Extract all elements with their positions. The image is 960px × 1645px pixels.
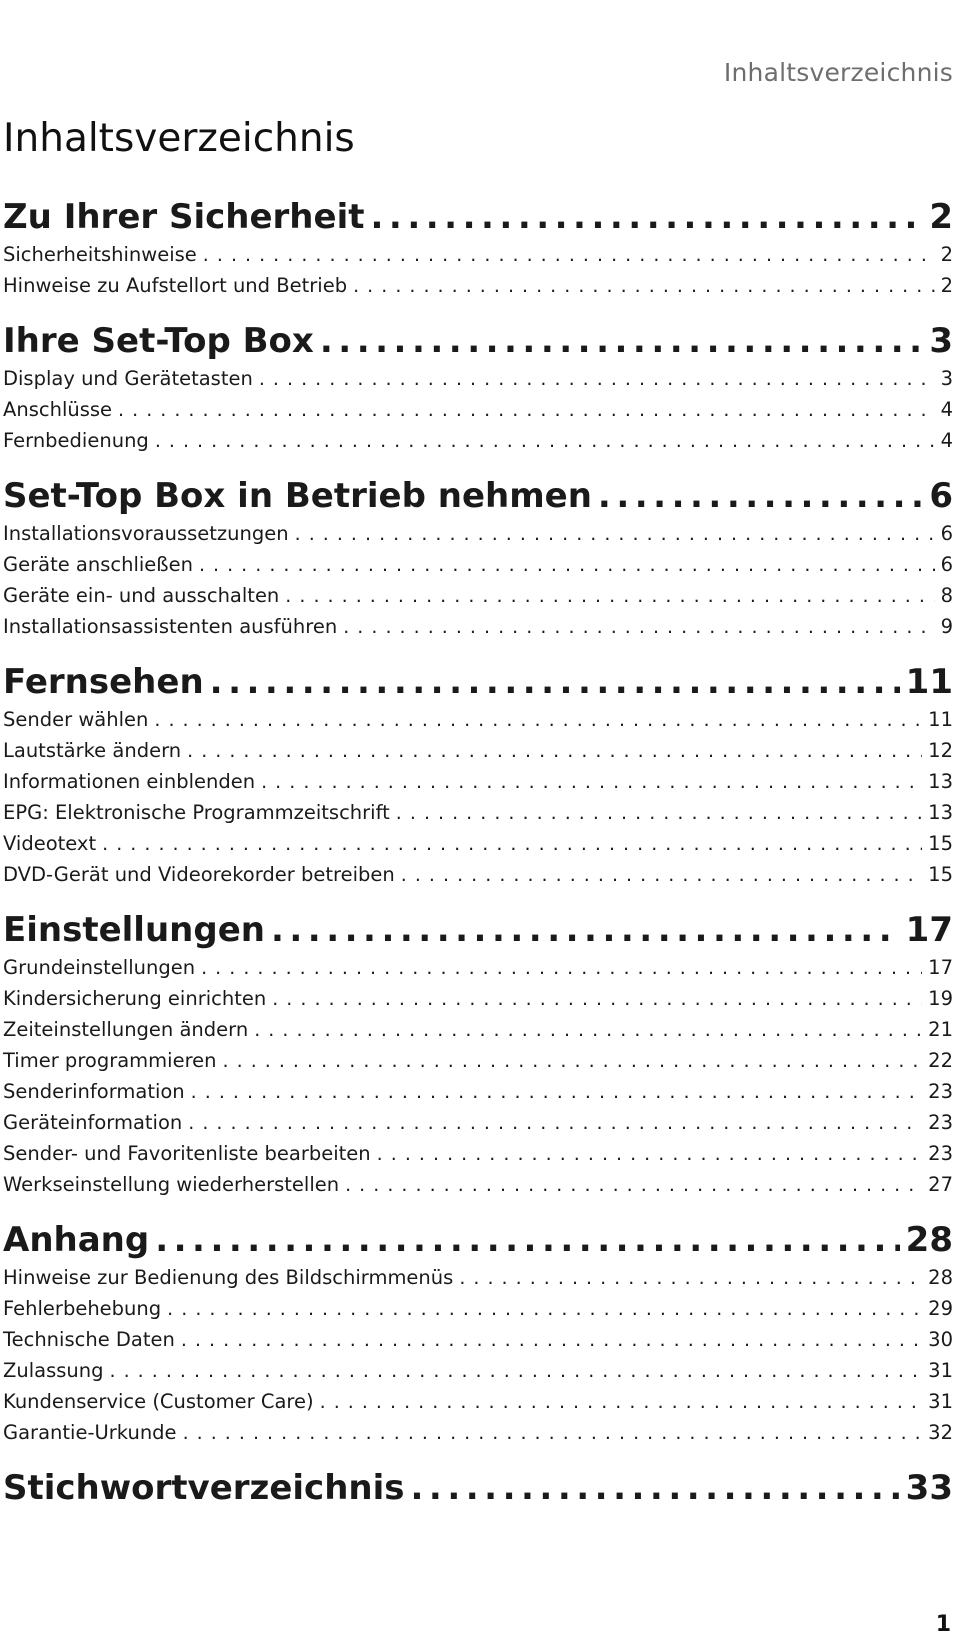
entry-page-number: 12 (928, 739, 953, 762)
entry-page-number: 31 (928, 1359, 953, 1382)
toc-entry[interactable] (3, 611, 953, 642)
toc-entry[interactable] (3, 394, 953, 425)
entry-page-number: 4 (940, 429, 953, 452)
entry-page-number: 31 (928, 1390, 953, 1413)
entry-page-number: 32 (928, 1421, 953, 1444)
dot-leader (201, 953, 922, 984)
dot-leader (271, 908, 900, 952)
entry-title: Sender- und Favoritenliste bearbeiten (3, 1142, 371, 1165)
entry-title: Fehlerbehebung (3, 1297, 162, 1320)
entry-title: Grundeinstellungen (3, 956, 196, 979)
entry-title: Videotext (3, 832, 97, 855)
toc-chapter[interactable] (3, 908, 953, 952)
toc-entry[interactable] (3, 239, 953, 270)
chapter-page-number: 28 (905, 1220, 953, 1260)
entry-title: Fernbedienung (3, 429, 149, 452)
entry-page-number: 11 (928, 708, 953, 731)
toc-chapter[interactable] (3, 474, 953, 518)
entry-page-number: 30 (928, 1328, 953, 1351)
entry-title: Lautstärke ändern (3, 739, 182, 762)
entry-title: Sicherheitshinweise (3, 243, 197, 266)
entry-page-number: 19 (928, 987, 953, 1010)
dot-leader (210, 660, 900, 704)
entry-title: Sender wählen (3, 708, 149, 731)
toc-entry[interactable] (3, 1169, 953, 1200)
entry-page-number: 6 (940, 553, 953, 576)
entry-page-number: 4 (940, 398, 953, 421)
toc-entry[interactable] (3, 1293, 953, 1324)
entry-page-number: 23 (928, 1111, 953, 1134)
toc-entry[interactable] (3, 1138, 953, 1169)
dot-leader (167, 1294, 922, 1325)
toc-entry[interactable] (3, 1324, 953, 1355)
dot-leader (261, 767, 922, 798)
chapter-page-number: 17 (905, 910, 953, 950)
toc-entry[interactable] (3, 1355, 953, 1386)
entry-title: Installationsvoraussetzungen (3, 522, 289, 545)
entry-page-number: 2 (940, 243, 953, 266)
toc-entry[interactable] (3, 425, 953, 456)
dot-leader (320, 319, 923, 363)
toc-entry[interactable] (3, 1417, 953, 1448)
entry-page-number: 9 (940, 615, 953, 638)
toc-entry[interactable] (3, 983, 953, 1014)
toc-entry[interactable] (3, 363, 953, 394)
entry-page-number: 23 (928, 1080, 953, 1103)
toc-entry[interactable] (3, 518, 953, 549)
dot-leader (181, 1325, 922, 1356)
dot-leader (320, 1387, 923, 1418)
entry-page-number: 23 (928, 1142, 953, 1165)
dot-leader (411, 1466, 900, 1510)
dot-leader (223, 1046, 923, 1077)
dot-leader (102, 829, 922, 860)
toc-entry[interactable] (3, 549, 953, 580)
toc-chapter[interactable] (3, 1466, 953, 1510)
entry-page-number: 13 (928, 801, 953, 824)
entry-page-number: 22 (928, 1049, 953, 1072)
entry-title: Informationen einblenden (3, 770, 256, 793)
toc-entry[interactable] (3, 270, 953, 301)
running-header: Inhaltsverzeichnis (723, 58, 953, 87)
toc-entry[interactable] (3, 1386, 953, 1417)
dot-leader (254, 1015, 922, 1046)
entry-title: Kundenservice (Customer Care) (3, 1390, 314, 1413)
toc-entry[interactable] (3, 580, 953, 611)
entry-title: Geräte ein- und ausschalten (3, 584, 280, 607)
dot-leader (285, 581, 934, 612)
dot-leader (259, 364, 935, 395)
chapter-title: Set-Top Box in Betrieb nehmen (3, 476, 592, 516)
entry-page-number: 29 (928, 1297, 953, 1320)
entry-title: Werkseinstellung wiederherstellen (3, 1173, 340, 1196)
entry-title: Zeiteinstellungen ändern (3, 1018, 249, 1041)
dot-leader (155, 1218, 899, 1262)
entry-title: Timer programmieren (3, 1049, 217, 1072)
dot-leader (183, 1418, 923, 1449)
entry-page-number: 27 (928, 1173, 953, 1196)
entry-page-number: 21 (928, 1018, 953, 1041)
chapter-title: Einstellungen (3, 910, 265, 950)
dot-leader (272, 984, 922, 1015)
toc-entry[interactable] (3, 952, 953, 983)
entry-title: Anschlüsse (3, 398, 113, 421)
entry-title: Geräteinformation (3, 1111, 183, 1134)
dot-leader (191, 1077, 923, 1108)
entry-title: Technische Daten (3, 1328, 175, 1351)
entry-page-number: 15 (928, 832, 953, 855)
entry-title: Hinweise zur Bedienung des Bildschirmmenüs (3, 1266, 454, 1289)
chapter-page-number: 3 (929, 321, 953, 361)
chapter-title: Anhang (3, 1220, 150, 1260)
page-title: Inhaltsverzeichnis (3, 116, 355, 161)
entry-title: Zulassung (3, 1359, 104, 1382)
dot-leader (203, 240, 935, 271)
dot-leader (118, 395, 935, 426)
entry-title: Display und Gerätetasten (3, 367, 253, 390)
toc-entry[interactable] (3, 735, 953, 766)
dot-leader (396, 798, 922, 829)
toc-entry[interactable] (3, 1107, 953, 1138)
chapter-title: Fernsehen (3, 662, 204, 702)
entry-page-number: 13 (928, 770, 953, 793)
entry-title: EPG: Elektronische Programmzeitschrift (3, 801, 390, 824)
entry-title: Geräte anschließen (3, 553, 193, 576)
dot-leader (370, 195, 923, 239)
page-number: 1 (935, 1612, 951, 1637)
entry-title: Garantie-Urkunde (3, 1421, 177, 1444)
dot-leader (401, 860, 922, 891)
entry-page-number: 3 (940, 367, 953, 390)
entry-page-number: 2 (940, 274, 953, 297)
toc-entry[interactable] (3, 1076, 953, 1107)
entry-title: Kindersicherung einrichten (3, 987, 267, 1010)
toc-entry[interactable] (3, 766, 953, 797)
dot-leader (345, 1170, 922, 1201)
table-of-contents (3, 195, 953, 1510)
entry-page-number: 15 (928, 863, 953, 886)
toc-entry[interactable] (3, 828, 953, 859)
dot-leader (187, 736, 922, 767)
chapter-title: Zu Ihrer Sicherheit (3, 197, 365, 237)
dot-leader (377, 1139, 923, 1170)
toc-chapter[interactable] (3, 319, 953, 363)
chapter-page-number: 6 (929, 476, 953, 516)
toc-entry[interactable] (3, 1045, 953, 1076)
toc-entry[interactable] (3, 704, 953, 735)
entry-title: Senderinformation (3, 1080, 185, 1103)
toc-chapter[interactable] (3, 1218, 953, 1262)
chapter-title: Ihre Set-Top Box (3, 321, 314, 361)
toc-chapter[interactable] (3, 195, 953, 239)
dot-leader (459, 1263, 922, 1294)
entry-page-number: 28 (928, 1266, 953, 1289)
entry-page-number: 17 (928, 956, 953, 979)
toc-entry[interactable] (3, 1014, 953, 1045)
dot-leader (155, 426, 935, 457)
dot-leader (188, 1108, 922, 1139)
toc-entry[interactable] (3, 859, 953, 890)
dot-leader (110, 1356, 923, 1387)
toc-chapter[interactable] (3, 660, 953, 704)
entry-title: DVD-Gerät und Videorekorder betreiben (3, 863, 395, 886)
chapter-title: Stichwortverzeichnis (3, 1468, 405, 1508)
entry-title: Installationsassistenten ausführen (3, 615, 338, 638)
entry-title: Hinweise zu Aufstellort und Betrieb (3, 274, 348, 297)
entry-page-number: 8 (940, 584, 953, 607)
chapter-page-number: 2 (929, 197, 953, 237)
dot-leader (154, 705, 922, 736)
dot-leader (343, 612, 934, 643)
chapter-page-number: 33 (905, 1468, 953, 1508)
dot-leader (295, 519, 935, 550)
dot-leader (353, 271, 935, 302)
toc-entry[interactable] (3, 797, 953, 828)
toc-entry[interactable] (3, 1262, 953, 1293)
chapter-page-number: 11 (905, 662, 953, 702)
dot-leader (598, 474, 923, 518)
dot-leader (199, 550, 935, 581)
entry-page-number: 6 (940, 522, 953, 545)
